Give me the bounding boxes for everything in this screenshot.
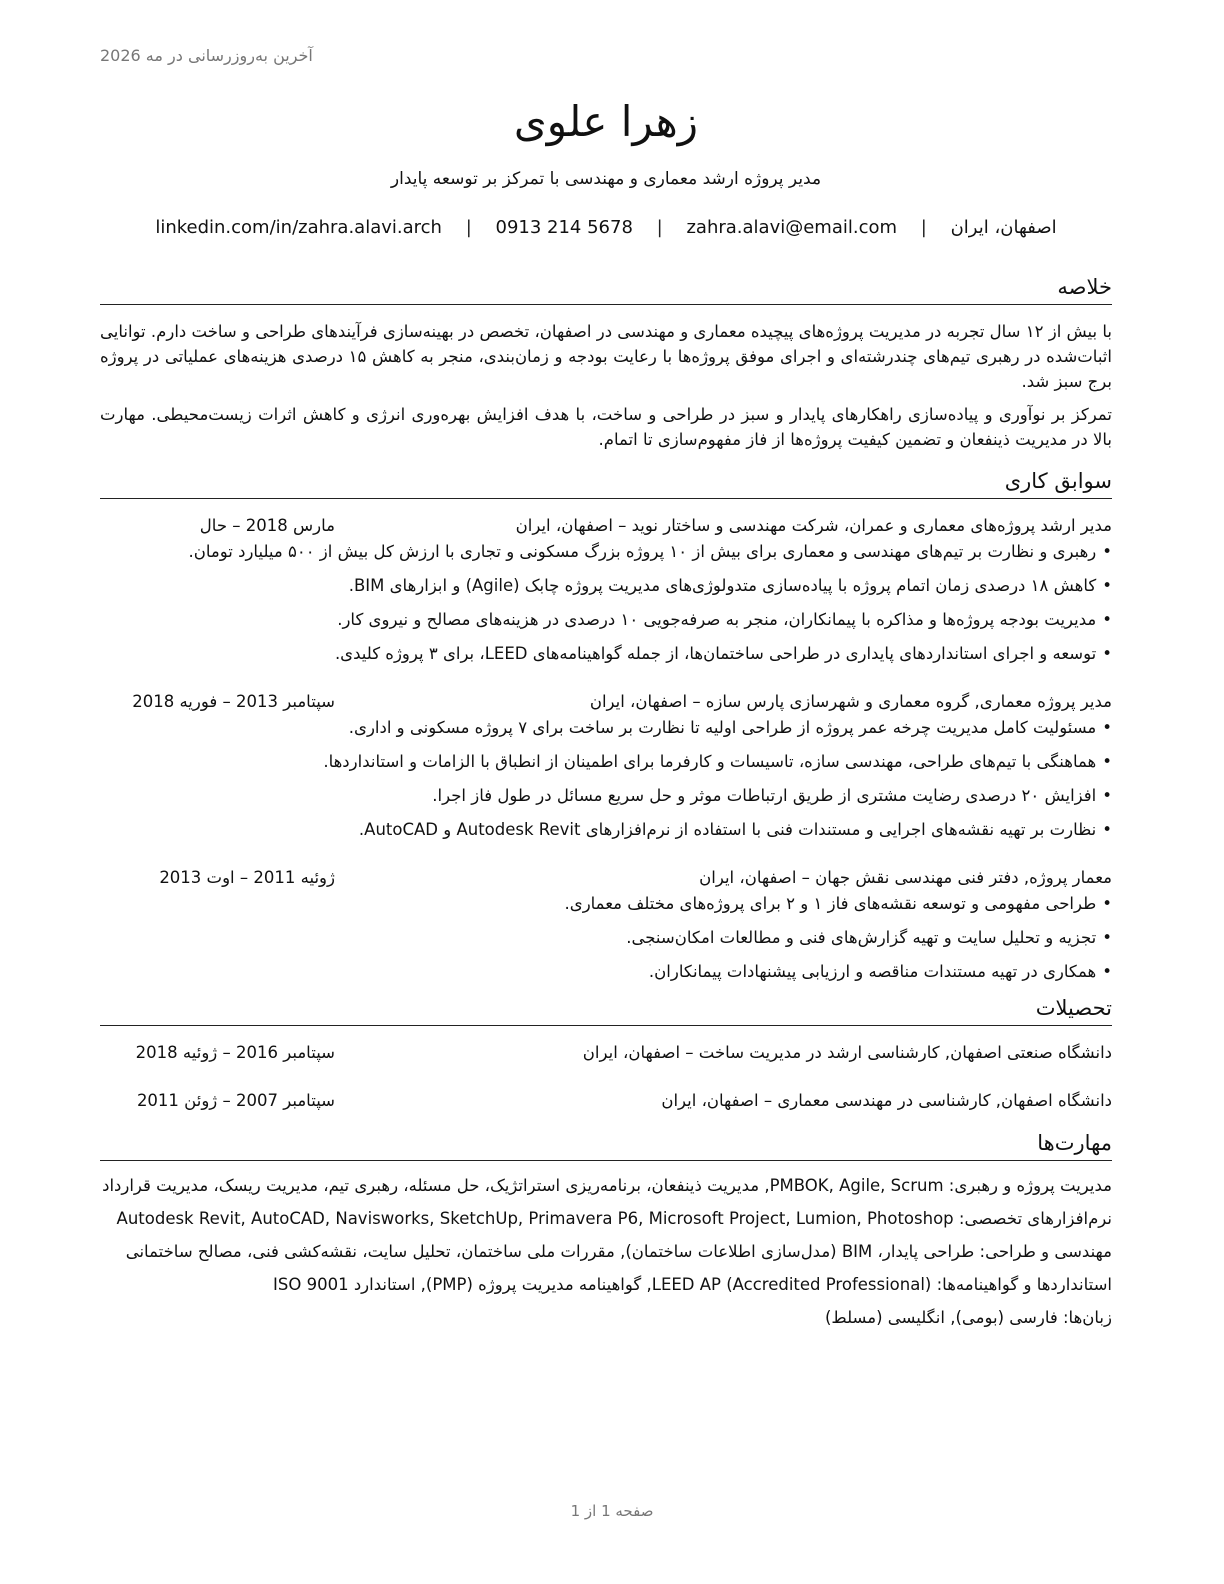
contact-location: اصفهان، ایران <box>950 217 1057 238</box>
contact-linkedin[interactable]: linkedin.com/in/zahra.alavi.arch <box>155 217 442 238</box>
education-heading: دانشگاه صنعتی اصفهان, کارشناسی ارشد در مدیریت ساخت – اصفهان، ایران <box>582 1043 1112 1062</box>
education-dates: سپتامبر 2007 – ژوئن 2011 <box>136 1091 335 1110</box>
list-item: • مدیریت بودجه پروژه‌ها و مذاکره با پیمانکاران، منجر به صرفه‌جویی ۱۰ درصدی در هزینه‌های مصالح و نیروی کار. <box>100 607 1112 633</box>
list-item: • کاهش ۱۸ درصدی زمان اتمام پروژه با پیاده‌سازی متدولوژی‌های مدیریت پروژه چابک (Agile) و ابزارهای BIM. <box>100 573 1112 599</box>
contact-separator: | <box>465 217 472 238</box>
job-dates: ژوئیه 2011 – اوت 2013 <box>159 868 335 887</box>
job-entry <box>100 689 1112 843</box>
job-heading: معمار پروژه, دفتر فنی مهندسی نقش جهان – اصفهان، ایران <box>699 868 1112 887</box>
list-item: • توسعه و اجرای استانداردهای پایداری در طراحی ساختمان‌ها، از جمله گواهینامه‌های LEED، برای ۳ پروژه کلیدی. <box>100 641 1112 667</box>
list-item: • تجزیه و تحلیل سایت و تهیه گزارش‌های فنی و مطالعات امکان‌سنجی. <box>100 925 1112 951</box>
last-updated-note: آخرین به‌روزرسانی در مه 2026 <box>100 46 313 65</box>
page-number: صفحه 1 از 1 <box>570 1502 654 1520</box>
education-section <box>100 993 1112 1114</box>
contact-separator: | <box>920 217 927 238</box>
job-bullets <box>100 891 1112 985</box>
list-item: • افزایش ۲۰ درصدی رضایت مشتری از طریق ارتباطات موثر و حل سریع مسائل در طول فاز اجرا. <box>100 783 1112 809</box>
resume-body <box>100 272 1112 1338</box>
summary-paragraph: با بیش از ۱۲ سال تجربه در مدیریت پروژه‌های پیچیده معماری و مهندسی در اصفهان، تخصص در بهینه‌سازی فرآیندهای طراحی و ساخت دارم. توانایی اثبات‌شده در رهبری تیم‌های چندرشته‌ای و اجرای موفق پروژه‌ها با رعایت بودجه و زمان‌بندی، منجر به کاهش ۱۵ درصدی هزینه‌های عملیاتی در پروژه برج سبز شد. <box>99 322 1112 391</box>
skills-title: مهارت‌ها <box>100 1128 1112 1161</box>
list-item: • مسئولیت کامل مدیریت چرخه عمر پروژه از طراحی اولیه تا نظارت بر ساخت برای ۷ پروژه مسکونی و اداری. <box>100 715 1112 741</box>
skills-line: مهندسی و طراحی: طراحی پایدار، BIM (مدل‌سازی اطلاعات ساختمان), مقررات ملی ساختمان، تحلیل سایت، نقشه‌کشی فنی، مصالح ساختمانی <box>125 1242 1112 1261</box>
skills-line: مدیریت پروژه و رهبری: PMBOK, Agile, Scrum, مدیریت ذینفعان، برنامه‌ریزی استراتژیک، حل مسئله، رهبری تیم، مدیریت ریسک، مدیریت قرارداد <box>102 1176 1112 1195</box>
job-entry <box>100 513 1112 667</box>
contact-line <box>100 214 1112 242</box>
list-item: • هماهنگی با تیم‌های طراحی، مهندسی سازه، تاسیسات و کارفرما برای اطمینان از انطباق با الزامات و استانداردها. <box>100 749 1112 775</box>
list-item: • طراحی مفهومی و توسعه نقشه‌های فاز ۱ و ۲ برای پروژه‌های مختلف معماری. <box>100 891 1112 917</box>
education-title: تحصیلات <box>100 993 1112 1026</box>
summary-section <box>100 272 1112 452</box>
education-heading: دانشگاه اصفهان, کارشناسی در مهندسی معماری – اصفهان، ایران <box>661 1091 1112 1110</box>
list-item: • همکاری در تهیه مستندات مناقصه و ارزیابی پیشنهادات پیمانکاران. <box>100 959 1112 985</box>
resume-header <box>100 92 1112 242</box>
job-dates: مارس 2018 – حال <box>199 516 335 535</box>
summary-title: خلاصه <box>100 272 1112 305</box>
job-heading: مدیر پروژه معماری, گروه معماری و شهرسازی پارس سازه – اصفهان، ایران <box>589 692 1112 711</box>
skills-line: زبان‌ها: فارسی (بومی), انگلیسی (مسلط) <box>824 1308 1112 1327</box>
education-entry <box>100 1088 1112 1114</box>
education-entry <box>100 1040 1112 1066</box>
job-dates: سپتامبر 2013 – فوریه 2018 <box>132 692 335 711</box>
education-dates: سپتامبر 2016 – ژوئیه 2018 <box>135 1043 335 1062</box>
job-bullets <box>100 715 1112 843</box>
job-bullets <box>100 539 1112 667</box>
contact-phone[interactable]: 0913 214 5678 <box>495 217 633 238</box>
skills-line: استانداردها و گواهینامه‌ها: LEED AP (Accredited Professional), گواهینامه مدیریت پروژه (PMP), استاندارد ISO 9001 <box>273 1275 1112 1294</box>
skills-section <box>100 1128 1112 1330</box>
candidate-headline: مدیر پروژه ارشد معماری و مهندسی با تمرکز بر توسعه پایدار <box>390 169 822 189</box>
skills-line: نرم‌افزارهای تخصصی: Autodesk Revit, AutoCAD, Navisworks, SketchUp, Primavera P6, Microsoft Project, Lumion, Photoshop <box>116 1209 1112 1228</box>
job-heading: مدیر ارشد پروژه‌های معماری و عمران، شرکت مهندسی و ساختار نوید – اصفهان، ایران <box>515 516 1112 535</box>
candidate-name: زهرا علوی <box>513 97 699 146</box>
contact-email[interactable]: zahra.alavi@email.com <box>686 217 898 238</box>
experience-section <box>100 466 1112 985</box>
list-item: • نظارت بر تهیه نقشه‌های اجرایی و مستندات فنی با استفاده از نرم‌افزارهای Autodesk Revit و AutoCAD. <box>100 817 1112 843</box>
job-entry <box>100 865 1112 985</box>
summary-paragraph: تمرکز بر نوآوری و پیاده‌سازی راهکارهای پایدار و سبز در طراحی و ساخت، با هدف افزایش بهره‌وری انرژی و کاهش اثرات زیست‌محیطی. مهارت بالا در مدیریت ذینفعان و تضمین کیفیت پروژه‌ها از فاز مفهوم‌سازی تا اتمام. <box>100 405 1112 449</box>
experience-title: سوابق کاری <box>100 466 1112 499</box>
contact-separator: | <box>656 217 663 238</box>
list-item: • رهبری و نظارت بر تیم‌های مهندسی و معماری برای بیش از ۱۰ پروژه بزرگ مسکونی و تجاری با ارزش کل بیش از ۵۰۰ میلیارد تومان. <box>100 539 1112 565</box>
